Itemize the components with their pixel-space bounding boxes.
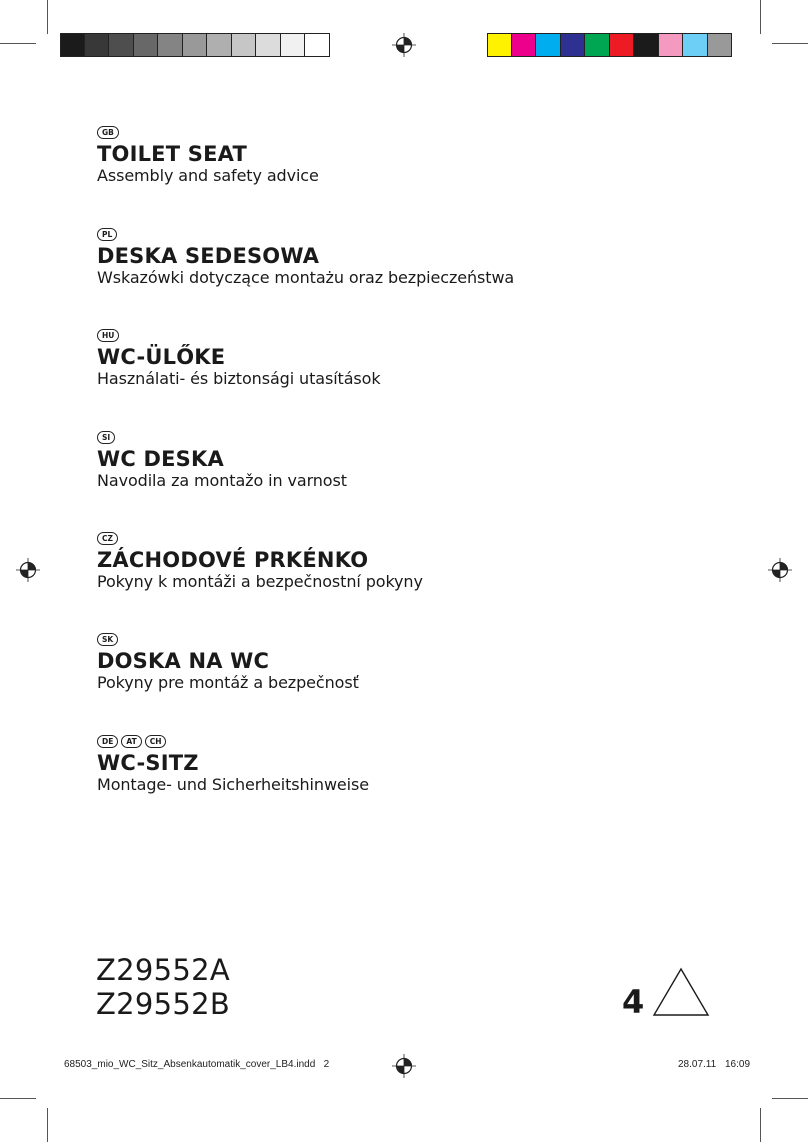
color-swatch — [610, 33, 635, 57]
section-title: DOSKA NA WC — [97, 649, 270, 673]
section-pl — [97, 228, 514, 288]
section-subtitle: Navodila za montažo in varnost — [97, 471, 347, 490]
color-bar — [487, 33, 732, 57]
gray-swatch — [109, 33, 134, 57]
section-title: ZÁCHODOVÉ PRKÉNKO — [97, 548, 369, 572]
registration-mark-left-icon — [16, 558, 40, 582]
language-badge: PL — [97, 228, 117, 241]
language-badges — [97, 228, 514, 242]
section-subtitle: Használati- és biztonsági utasítások — [97, 369, 381, 388]
section-subtitle: Pokyny k montáži a bezpečnostní pokyny — [97, 572, 423, 591]
crop-mark-top-right-v — [760, 0, 761, 34]
section-si — [97, 431, 347, 491]
registration-mark-right-icon — [768, 558, 792, 582]
color-swatch — [585, 33, 610, 57]
color-swatch — [683, 33, 708, 57]
gray-swatch — [158, 33, 183, 57]
gray-swatch — [85, 33, 110, 57]
section-title: WC DESKA — [97, 447, 224, 471]
footer-time: 16:09 — [725, 1059, 751, 1070]
section-gb — [97, 126, 319, 186]
section-title: WC-SITZ — [97, 751, 199, 775]
language-badges — [97, 431, 347, 445]
language-badges — [97, 126, 319, 140]
section-title: TOILET SEAT — [97, 142, 247, 166]
registration-mark-top-icon — [392, 33, 416, 57]
section-cz — [97, 532, 423, 592]
model-number-a: Z29552A — [96, 953, 231, 987]
crop-mark-top-left-h — [0, 43, 36, 44]
registration-mark-bottom-icon — [392, 1054, 416, 1078]
language-badge: SI — [97, 431, 115, 444]
crop-mark-bottom-left-h — [0, 1098, 36, 1099]
language-badges — [97, 532, 423, 546]
gray-swatch — [281, 33, 306, 57]
gray-swatch — [207, 33, 232, 57]
page-number: 4 — [622, 983, 645, 1021]
section-sk — [97, 633, 359, 693]
language-badge: CZ — [97, 532, 118, 545]
warning-triangle-icon — [652, 967, 710, 1017]
gray-swatch — [134, 33, 159, 57]
color-swatch — [536, 33, 561, 57]
gray-swatch — [183, 33, 208, 57]
language-badges — [97, 633, 359, 647]
section-hu — [97, 329, 381, 389]
section-subtitle: Wskazówki dotyczące montażu oraz bezpieczeństwa — [97, 268, 515, 287]
section-title: DESKA SEDESOWA — [97, 244, 320, 268]
section-subtitle: Pokyny pre montáž a bezpečnosť — [97, 673, 359, 692]
color-swatch — [561, 33, 586, 57]
color-swatch — [708, 33, 733, 57]
color-swatch — [659, 33, 684, 57]
language-badge: SK — [97, 633, 118, 646]
model-number-b: Z29552B — [96, 987, 231, 1021]
crop-mark-bottom-right-v — [760, 1108, 761, 1142]
gray-swatch — [256, 33, 281, 57]
color-swatch — [487, 33, 512, 57]
crop-mark-top-left-v — [47, 0, 48, 34]
section-de-at-ch — [97, 735, 369, 795]
language-badge: GB — [97, 126, 119, 139]
color-swatch — [512, 33, 537, 57]
language-badge: CH — [145, 735, 167, 748]
section-subtitle: Assembly and safety advice — [97, 166, 319, 185]
language-badges — [97, 735, 369, 749]
crop-mark-bottom-right-h — [772, 1098, 808, 1099]
section-title: WC-ÜLŐKE — [97, 345, 226, 369]
gray-swatch — [305, 33, 330, 57]
language-badges — [97, 329, 381, 343]
crop-mark-top-right-h — [772, 43, 808, 44]
crop-mark-bottom-left-v — [47, 1108, 48, 1142]
gray-swatch — [232, 33, 257, 57]
language-badge: HU — [97, 329, 119, 342]
footer-date: 28.07.11 — [678, 1059, 717, 1070]
language-badge: DE — [97, 735, 118, 748]
footer-filename: 68503_mio_WC_Sitz_Absenkautomatik_cover_LB4.indd 2 — [64, 1059, 330, 1070]
gray-scale-bar — [60, 33, 330, 57]
language-badge: AT — [121, 735, 141, 748]
color-swatch — [634, 33, 659, 57]
gray-swatch — [60, 33, 85, 57]
section-subtitle: Montage- und Sicherheitshinweise — [97, 775, 369, 794]
